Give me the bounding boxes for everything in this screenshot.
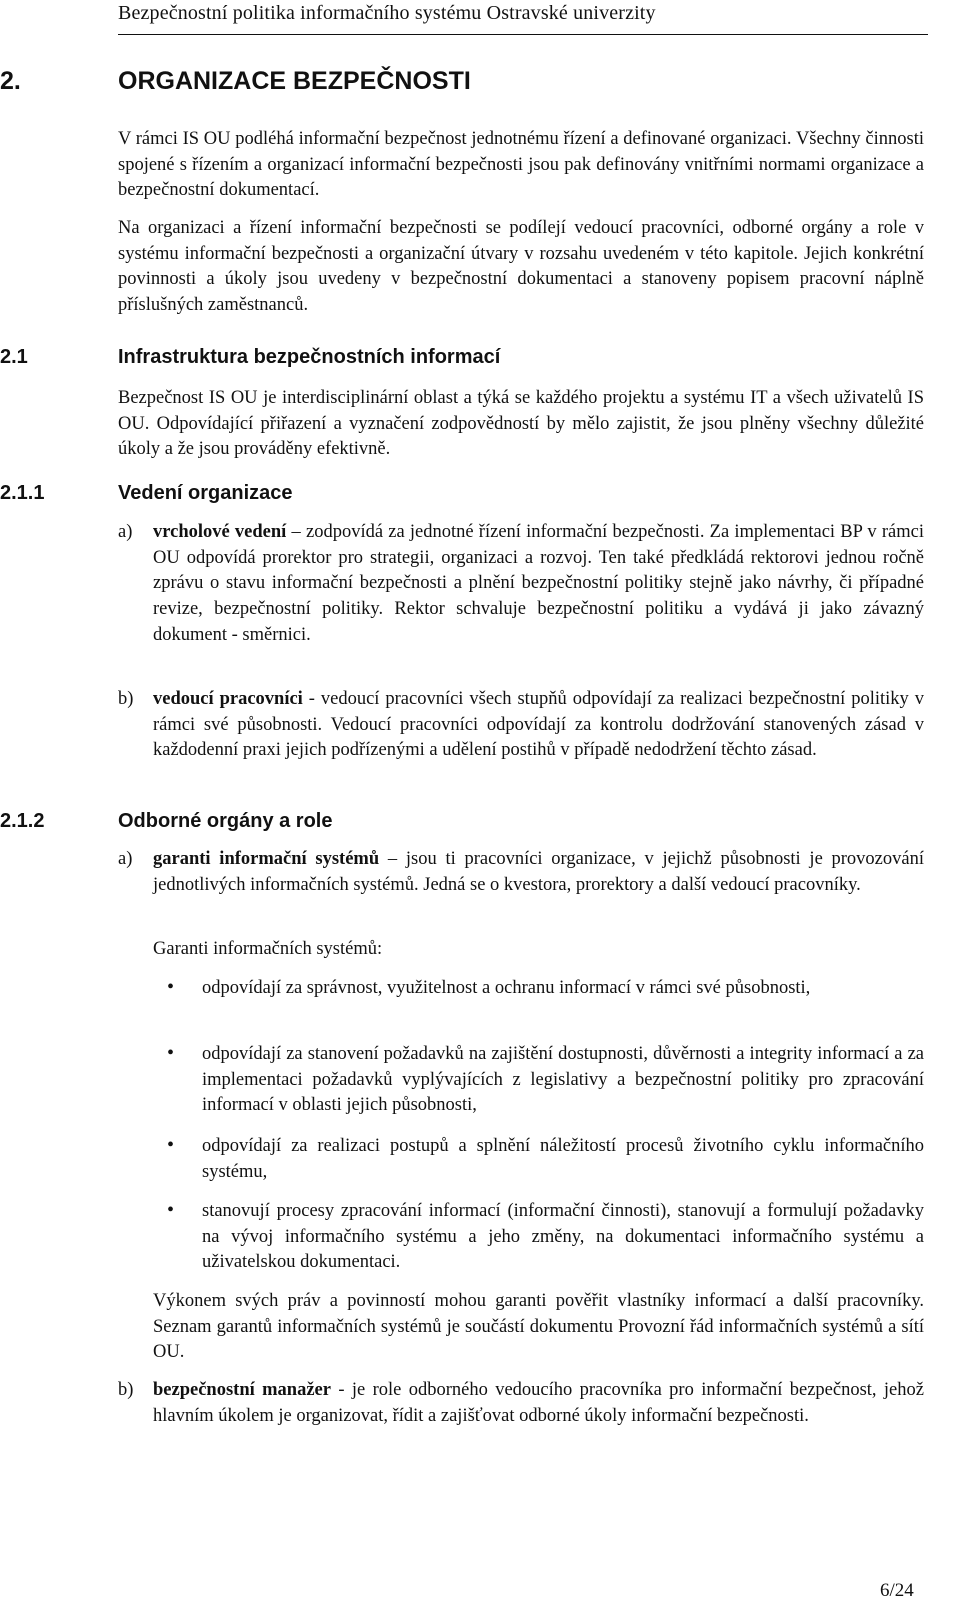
bullet: • bbox=[167, 1042, 175, 1064]
section-2-1-2-number: 2.1.2 bbox=[0, 810, 45, 832]
bullet: • bbox=[167, 976, 175, 998]
section-2-1-1-title: Vedení organizace bbox=[118, 482, 293, 504]
intro-paragraph-2: Na organizaci a řízení informační bezpečnosti se podílejí vedoucí pracovníci, odborné orgány a role v systému informační bezpečnosti a organizační útvary v rozsahu uvedeném v této kapitole. Jejich konkrétní povinnosti a úkoly jsou uvedeny v bezpečnostní dokumentaci a stanoveny popisem pracovní náplně příslušných zaměstnanců. bbox=[118, 218, 924, 316]
section-2-1-number: 2.1 bbox=[0, 346, 28, 368]
chapter-number: 2. bbox=[0, 67, 21, 95]
term-managers: vedoucí pracovníci bbox=[153, 689, 303, 709]
bullet: • bbox=[167, 1134, 175, 1156]
list-marker-b: b) bbox=[118, 1380, 134, 1400]
list-item-security-manager bbox=[153, 1378, 924, 1429]
section-2-1-2-title: Odborné orgány a role bbox=[118, 810, 333, 832]
list-item-managers bbox=[153, 687, 924, 764]
section-2-1-1-number: 2.1.1 bbox=[0, 482, 45, 504]
security-manager-text: - je role odborného vedoucího pracovníka pro informační bezpečnost, jehož hlavním úkolem je organizovat, řídit a zajišťovat odborné úkoly informační bezpečnosti. bbox=[153, 1380, 924, 1426]
list-marker-a: a) bbox=[118, 522, 133, 542]
chapter-title: ORGANIZACE BEZPEČNOSTI bbox=[118, 67, 471, 95]
guarantor-duty-1: odpovídají za správnost, využitelnost a ochranu informací v rámci své působnosti, bbox=[202, 978, 811, 998]
managers-text: - vedoucí pracovníci všech stupňů odpovídají za realizaci bezpečnostní politiky v rámci své působnosti. Vedoucí pracovníci odpovídají za kontrolu dodržování stanovených zásad v každodenní praxi jejich podřízenými a udělení postihů v případě nedodržení těchto zásad. bbox=[153, 689, 924, 761]
list-item-system-guarantors bbox=[153, 847, 924, 898]
guarantors-closing-paragraph: Výkonem svých práv a povinností mohou garanti pověřit vlastníky informací a další pracovníky. Seznam garantů informačních systémů je součástí dokumentu Provozní řád informačních systémů a sítí OU. bbox=[153, 1291, 924, 1363]
header-divider bbox=[118, 34, 928, 35]
guarantor-duty-4: stanovují procesy zpracování informací (informační činnosti), stanovují a formulují požadavky na vývoj informačního systému a jeho změny, na dokumentaci informačního systému a uživatelskou dokumentaci. bbox=[202, 1201, 924, 1273]
list-item-top-management bbox=[153, 520, 924, 649]
top-management-text: – zodpovídá za jednotné řízení informační bezpečnosti. Za implementaci BP v rámci OU odpovídá prorektor pro strategii, organizaci a rozvoj. Ten také předkládá rektorovi jednou ročně zprávu o stavu informační bezpečnosti a plnění bezpečnostní politiky stejně jako návrhy, či případné revize, bezpečnostní politiky. Rektor schvaluje bezpečnostní politiku a vydává ji jako závazný dokument - směrnici. bbox=[153, 522, 924, 645]
system-guarantors-text: – jsou ti pracovníci organizace, v jejichž působnosti je provozování jednotlivých informačních systémů. Jedná se o kvestora, prorektory a další vedoucí pracovníky. bbox=[153, 849, 924, 895]
section-2-1-title: Infrastruktura bezpečnostních informací bbox=[118, 346, 501, 368]
guarantor-duty-2: odpovídají za stanovení požadavků na zajištění dostupnosti, důvěrnosti a integrity informací a za implementaci požadavků vyplývajících z legislativy a bezpečnostní politiky pro zpracování informací v oblasti jejich působnosti, bbox=[202, 1044, 924, 1116]
guarantor-duty-3: odpovídají za realizaci postupů a splnění náležitostí procesů životního cyklu informačního systému, bbox=[202, 1136, 924, 1182]
list-marker-b: b) bbox=[118, 689, 134, 709]
page-number: 6/24 bbox=[880, 1580, 914, 1601]
section-2-1-paragraph: Bezpečnost IS OU je interdisciplinární oblast a týká se každého projektu a systému IT a všech uživatelů IS OU. Odpovídající přiřazení a vyznačení zodpovědností by mělo zajistit, že jsou plněny všechny důležité úkoly a že jsou prováděny efektivně. bbox=[118, 388, 924, 460]
intro-paragraph-1: V rámci IS OU podléhá informační bezpečnost jednotnému řízení a definované organizaci. Všechny činnosti spojené s řízením a organizací informační bezpečnosti jsou pak definovány vnitřními normami organizace a bezpečnostní dokumentací. bbox=[118, 129, 924, 201]
running-header: Bezpečnostní politika informačního systému Ostravské univerzity bbox=[118, 2, 656, 24]
term-top-management: vrcholové vedení bbox=[153, 522, 287, 542]
bullet: • bbox=[167, 1199, 175, 1221]
term-security-manager: bezpečnostní manažer bbox=[153, 1380, 331, 1400]
term-system-guarantors: garanti informační systémů bbox=[153, 849, 380, 869]
guarantors-list-intro: Garanti informačních systémů: bbox=[153, 939, 383, 959]
list-marker-a: a) bbox=[118, 849, 133, 869]
